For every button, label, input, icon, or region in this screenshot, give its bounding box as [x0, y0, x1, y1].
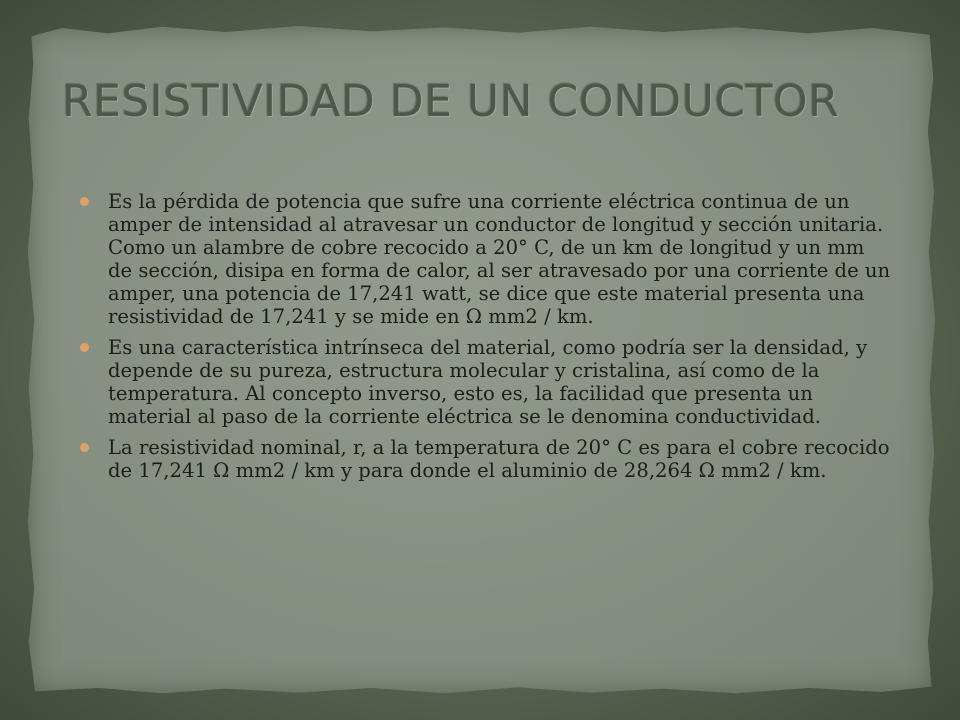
bullet-item [78, 336, 893, 428]
bullet-dot-icon [80, 443, 89, 452]
bullet-item [78, 190, 893, 328]
bullet-dot-icon [80, 343, 89, 352]
bullet-text: Es la pérdida de potencia que sufre una corriente eléctrica continua de un amper de intensidad al atravesar un conductor de longitud y sección unitaria. Como un alambre de cobre recocido a 20° C, de un km de longitud y un mm de sección, disipa en forma de calor, al ser atravesado por una corriente de un amper, una potencia de 17,241 watt, se dice que este material presenta una resistividad de 17,241 y se mide en Ω mm2 / km. [108, 190, 891, 328]
bullet-dot-icon [80, 197, 89, 206]
bullet-item [78, 436, 893, 482]
bullet-text: La resistividad nominal, r, a la temperatura de 20° C es para el cobre recocido de 17,241 Ω mm2 / km y para donde el aluminio de 28,264 Ω mm2 / km. [108, 436, 890, 482]
slide-title: RESISTIVIDAD DE UN CONDUCTOR [62, 76, 840, 127]
bullet-list [78, 190, 893, 490]
bullet-text: Es una característica intrínseca del material, como podría ser la densidad, y depende de su pureza, estructura molecular y cristalina, así como de la temperatura. Al concepto inverso, esto es, la facilidad que presenta un material al paso de la corriente eléctrica se le denomina conductividad. [108, 336, 868, 428]
